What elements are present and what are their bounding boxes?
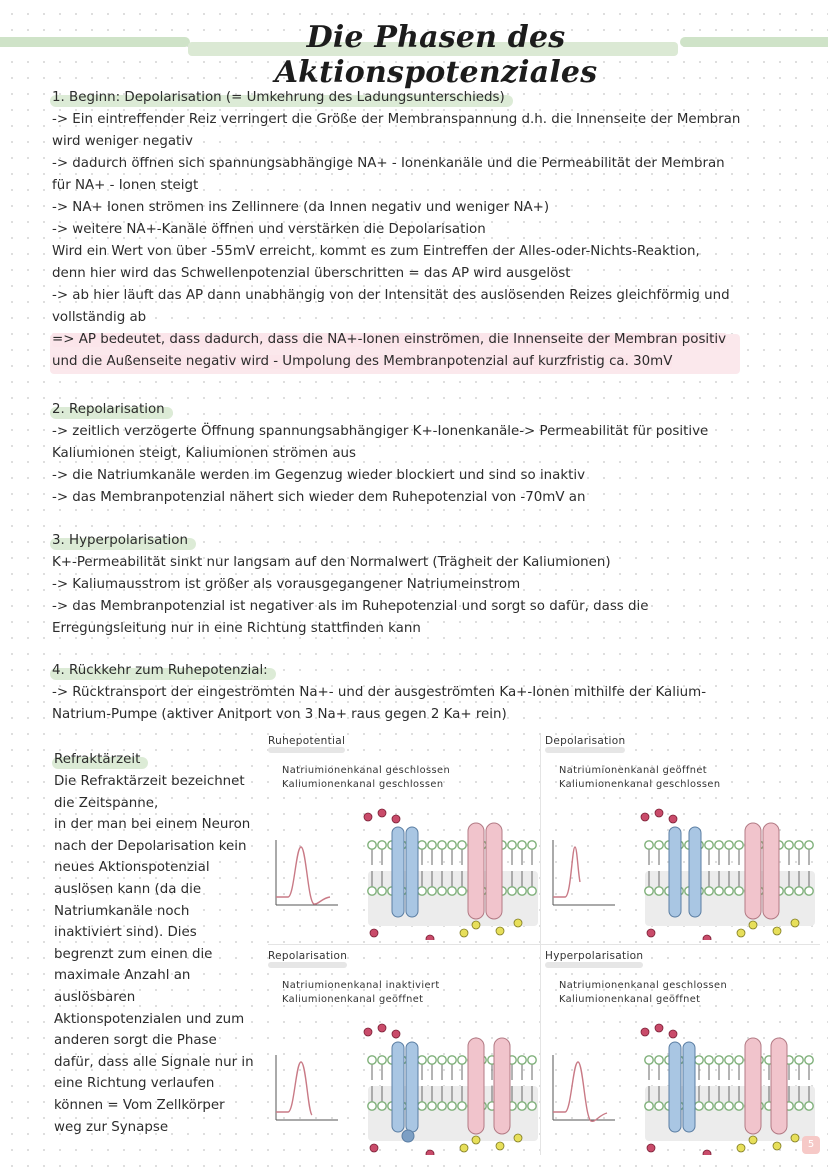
lipid-head (725, 1102, 733, 1110)
panel-na-status: Natriumionenkanal geschlossen (282, 765, 451, 776)
lipid-head (705, 887, 713, 895)
ap-curve (553, 1062, 607, 1121)
na-ion (669, 815, 677, 823)
ap-curve (276, 1062, 312, 1115)
lipid-head (378, 841, 386, 849)
lipid-head (368, 1102, 376, 1110)
text-line: neues Aktionspotenzial (54, 860, 210, 876)
panel-depolarisation (545, 735, 815, 935)
na-ion (364, 1028, 372, 1036)
panel-k-status: Kaliumionenkanal geschlossen (282, 779, 444, 790)
panel-title: Repolarisation (268, 950, 347, 962)
lipid-head (785, 841, 793, 849)
section-repolarisation (52, 398, 772, 509)
na-ion (703, 935, 711, 940)
na-channel-left (392, 1042, 404, 1132)
na-ion (378, 1024, 386, 1032)
lipid-head (378, 887, 386, 895)
lipid-head (458, 887, 466, 895)
text-line: Natriumkanäle noch (54, 903, 190, 919)
text-line: auslösbaren (54, 989, 136, 1005)
lipid-head (705, 1056, 713, 1064)
text-line: wird weniger negativ (52, 134, 193, 149)
panel-title: Depolarisation (545, 735, 625, 747)
lipid-head (715, 1102, 723, 1110)
na-ion (370, 929, 378, 937)
panel-ruhepotential (268, 735, 538, 935)
lipid-head (448, 1056, 456, 1064)
section-heading: 3. Hyperpolarisation (52, 530, 188, 552)
k-ion (773, 1142, 781, 1150)
lipid-head (458, 841, 466, 849)
na-ion (655, 809, 663, 817)
lipid-head (438, 1102, 446, 1110)
text-line: die Zeitspanne, (54, 795, 159, 811)
section-heading: 2. Repolarisation (52, 399, 165, 421)
text-line: vollständig ab (52, 310, 147, 325)
text-line: -> Kaliumausstrom ist größer als vorausgegangener Natriumeinstrom (52, 577, 521, 592)
lipid-head (795, 887, 803, 895)
k-ion (496, 1142, 504, 1150)
lipid-head (795, 1102, 803, 1110)
section-heading: 1. Beginn: Depolarisation (= Umkehrung des Ladungsunterschieds) (52, 87, 505, 109)
lipid-head (735, 841, 743, 849)
lipid-head (655, 841, 663, 849)
text-line: Kaliumionen steigt, Kaliumionen strömen aus (52, 446, 356, 461)
lipid-head (438, 887, 446, 895)
na-ion (669, 1030, 677, 1038)
lipid-head (725, 887, 733, 895)
lipid-head (645, 1102, 653, 1110)
k-ion (749, 1136, 757, 1144)
lipid-head (518, 887, 526, 895)
k-ion (472, 1136, 480, 1144)
na-ion (392, 1030, 400, 1038)
membrane-diagram (268, 735, 538, 940)
k-ion (472, 921, 480, 929)
k-channel-left (745, 1038, 761, 1134)
lipid-head (528, 887, 536, 895)
lipid-head (428, 1102, 436, 1110)
text-line: Natrium-Pumpe (aktiver Anitport von 3 Na+ raus gegen 2 Ka+ rein) (52, 707, 507, 722)
lipid-head (805, 841, 813, 849)
lipid-head (458, 1056, 466, 1064)
section-heading: 4. Rückkehr zum Ruhepotenzial: (52, 660, 268, 682)
na-channel-right (406, 827, 418, 917)
text-line: weg zur Synapse (54, 1119, 169, 1135)
panel-divider (268, 944, 820, 945)
ap-curve (276, 847, 330, 904)
k-channel-left (468, 1038, 484, 1134)
na-ion (647, 1144, 655, 1152)
na-channel-left (669, 1042, 681, 1132)
membrane (364, 809, 538, 940)
page-number: 5 (802, 1136, 820, 1154)
lipid-head (368, 1056, 376, 1064)
section-heading: Refraktärzeit (54, 749, 140, 771)
panel-k-status: Kaliumionenkanal geöffnet (282, 994, 424, 1005)
k-ion (514, 1134, 522, 1142)
lipid-head (528, 1102, 536, 1110)
ap-curve (553, 847, 580, 897)
text-line: Aktionspotenzialen und zum (54, 1011, 245, 1027)
text-line: -> die Natriumkanäle werden im Gegenzug wieder blockiert und sind so inaktiv (52, 468, 586, 483)
k-ion (514, 919, 522, 927)
na-ion (392, 815, 400, 823)
ap-graph (276, 1055, 338, 1120)
lipid-head (735, 887, 743, 895)
lipid-head (735, 1102, 743, 1110)
na-channel-left (392, 827, 404, 917)
panel-title: Hyperpolarisation (545, 950, 643, 962)
text-line: -> Ein eintreffender Reiz verringert die Größe der Membranspannung d.h. die Innenseite der Membran (52, 112, 741, 127)
panel-divider (540, 735, 541, 1155)
lipid-head (805, 1056, 813, 1064)
text-line: begrenzt zum einen die (54, 946, 213, 962)
section-rueckkehr (52, 659, 772, 726)
panel-hyperpolarisation (545, 950, 815, 1150)
text-line: für NA+ - Ionen steigt (52, 178, 199, 193)
k-channel-right (763, 823, 779, 919)
text-line: Wird ein Wert von über -55mV erreicht, kommt es zum Eintreffen der Alles-oder-Nichts-Reaktion, (52, 244, 700, 259)
lipid-head (705, 841, 713, 849)
title-decoration-left (0, 37, 190, 47)
lipid-head (368, 887, 376, 895)
membrane (641, 1024, 815, 1155)
k-ion (791, 1134, 799, 1142)
lipid-head (418, 1056, 426, 1064)
panel-k-status: Kaliumionenkanal geschlossen (559, 779, 721, 790)
k-channel-right (494, 1038, 510, 1134)
lipid-head (448, 887, 456, 895)
na-inactivation-gate (402, 1130, 414, 1142)
text-line: -> dadurch öffnen sich spannungsabhängige NA+ - Ionenkanäle und die Permeabilität der Membran (52, 156, 725, 171)
lipid-head (795, 841, 803, 849)
na-ion (426, 1150, 434, 1155)
title-decoration-right (680, 37, 828, 47)
lipid-head (378, 1102, 386, 1110)
ap-graph (553, 1055, 615, 1121)
lipid-head (645, 1056, 653, 1064)
lipid-head (725, 841, 733, 849)
lipid-head (518, 841, 526, 849)
lipid-head (378, 1056, 386, 1064)
text-line: => AP bedeutet, dass dadurch, dass die NA+-Ionen einströmen, die Innenseite der Membran positiv (52, 332, 727, 347)
k-ion (460, 1144, 468, 1152)
text-line: -> NA+ Ionen strömen ins Zellinnere (da Innen negativ und weniger NA+) (52, 200, 550, 215)
panel-na-status: Natriumionenkanal geschlossen (559, 980, 728, 991)
k-channel-right (486, 823, 502, 919)
na-ion (641, 1028, 649, 1036)
section-depolarisation (52, 86, 772, 373)
lipid-head (655, 887, 663, 895)
lipid-head (438, 1056, 446, 1064)
k-ion (773, 927, 781, 935)
lipid-head (715, 887, 723, 895)
lipid-head (528, 841, 536, 849)
membrane-diagram (268, 950, 538, 1155)
na-ion (370, 1144, 378, 1152)
lipid-head (448, 841, 456, 849)
text-line: -> das Membranpotenzial ist negativer als im Ruhepotenzial und sorgt so dafür, dass die (52, 599, 649, 614)
na-channel-right (683, 1042, 695, 1132)
lipid-head (655, 1056, 663, 1064)
k-ion (791, 919, 799, 927)
panel-na-status: Natriumionenkanal inaktiviert (282, 980, 440, 991)
na-ion (655, 1024, 663, 1032)
k-ion (749, 921, 757, 929)
membrane (364, 1024, 538, 1155)
text-line: Erregungsleitung nur in eine Richtung stattfinden kann (52, 621, 421, 636)
text-line: nach der Depolarisation kein (54, 838, 247, 854)
text-line: eine Richtung verlaufen (54, 1076, 215, 1092)
lipid-head (645, 887, 653, 895)
lipid-head (695, 1056, 703, 1064)
lipid-head (508, 841, 516, 849)
text-line: K+-Permeabilität sinkt nur langsam auf den Normalwert (Trägheit der Kaliumionen) (52, 555, 611, 570)
lipid-head (428, 887, 436, 895)
lipid-head (705, 1102, 713, 1110)
lipid-head (458, 1102, 466, 1110)
k-ion (496, 927, 504, 935)
lipid-head (715, 841, 723, 849)
lipid-head (438, 841, 446, 849)
lipid-head (368, 841, 376, 849)
lipid-head (428, 841, 436, 849)
text-line: inaktiviert sind). Dies (54, 925, 197, 941)
ap-graph (553, 840, 615, 905)
lipid-head (518, 1056, 526, 1064)
lipid-head (785, 887, 793, 895)
k-ion (460, 929, 468, 937)
membrane-diagram (545, 735, 815, 940)
lipid-head (805, 887, 813, 895)
text-line: -> weitere NA+-Kanäle öffnen und verstärken die Depolarisation (52, 222, 486, 237)
lipid-head (428, 1056, 436, 1064)
na-ion (647, 929, 655, 937)
text-line: -> Rücktransport der eingeströmten Na+- und der ausgeströmten Ka+-Ionen mithilfe der Kalium- (52, 685, 707, 700)
text-line: -> ab hier läuft das AP dann unabhängig von der Intensität des auslösenden Reizes gleichförmig und (52, 288, 730, 303)
page-title: Die Phasen des Aktionspotenziales (274, 20, 598, 90)
na-channel-left (669, 827, 681, 917)
text-line: maximale Anzahl an (54, 968, 191, 984)
lipid-head (795, 1056, 803, 1064)
section-hyperpolarisation (52, 529, 772, 640)
lipid-head (518, 1102, 526, 1110)
k-channel-left (745, 823, 761, 919)
text-line: Die Refraktärzeit bezeichnet (54, 774, 245, 789)
lipid-head (695, 1102, 703, 1110)
na-ion (378, 809, 386, 817)
text-line: anderen sorgt die Phase (54, 1033, 217, 1049)
text-line: und die Außenseite negativ wird - Umpolung des Membranpotenzial auf kurzfristig ca. 30mV (52, 354, 673, 369)
k-channel-left (468, 823, 484, 919)
membrane-diagram (545, 950, 815, 1155)
lipid-head (715, 1056, 723, 1064)
ap-graph (276, 840, 338, 905)
text-line: denn hier wird das Schwellenpotenzial überschritten = das AP wird ausgelöst (52, 266, 571, 281)
panel-repolarisation (268, 950, 538, 1150)
text-line: auslösen kann (da die (54, 881, 202, 897)
lipid-head (418, 1102, 426, 1110)
lipid-head (725, 1056, 733, 1064)
text-line: dafür, dass alle Signale nur in (54, 1054, 254, 1070)
na-channel-right (406, 1042, 418, 1132)
lipid-head (508, 887, 516, 895)
text-line: in der man bei einem Neuron (54, 817, 251, 833)
panel-na-status: Natriumionenkanal geöffnet (559, 765, 708, 776)
lipid-head (805, 1102, 813, 1110)
text-line: -> zeitlich verzögerte Öffnung spannungsabhängiger K+-Ionenkanäle-> Permeabilität für positive (52, 424, 709, 439)
lipid-head (448, 1102, 456, 1110)
lipid-head (735, 1056, 743, 1064)
na-ion (426, 935, 434, 940)
na-ion (364, 813, 372, 821)
text-line: -> das Membranpotenzial nähert sich wieder dem Ruhepotenzial von -70mV an (52, 490, 586, 505)
text-line: können = Vom Zellkörper (54, 1097, 225, 1113)
k-ion (737, 1144, 745, 1152)
k-ion (737, 929, 745, 937)
panel-title: Ruhepotential (268, 735, 345, 747)
lipid-head (418, 841, 426, 849)
section-refraktaerzeit (54, 748, 264, 1138)
panel-k-status: Kaliumionenkanal geöffnet (559, 994, 701, 1005)
na-channel-right (689, 827, 701, 917)
na-ion (641, 813, 649, 821)
k-channel-right (771, 1038, 787, 1134)
na-ion (703, 1150, 711, 1155)
lipid-head (655, 1102, 663, 1110)
lipid-head (645, 841, 653, 849)
membrane (641, 809, 815, 940)
lipid-head (528, 1056, 536, 1064)
lipid-head (418, 887, 426, 895)
